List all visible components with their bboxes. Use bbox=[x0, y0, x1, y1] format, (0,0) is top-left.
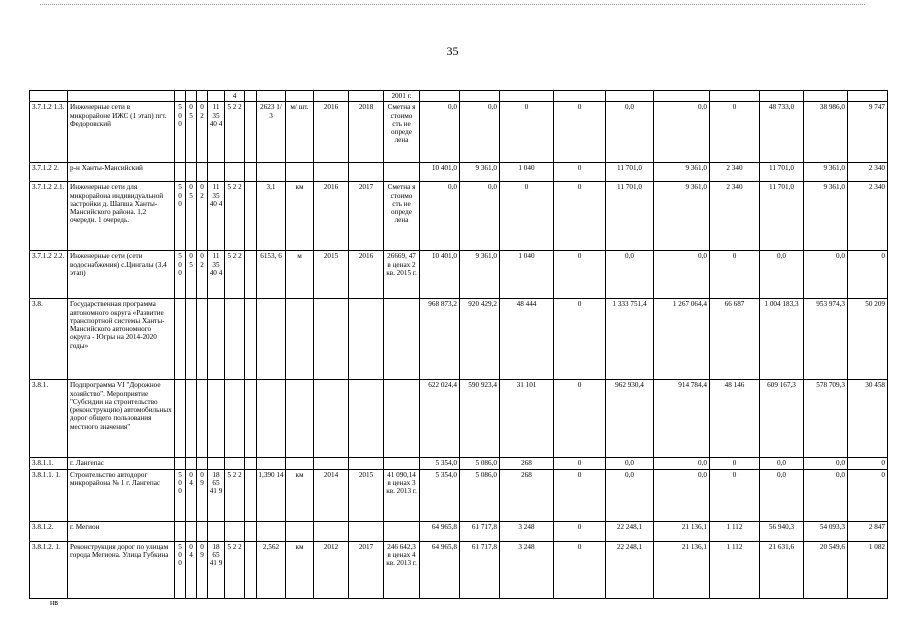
header-row bbox=[30, 91, 888, 102]
cell-d5 bbox=[225, 380, 245, 458]
cell bbox=[760, 91, 804, 102]
cell-d5 bbox=[225, 521, 245, 541]
cell-v4: 0 bbox=[554, 469, 606, 521]
cell-v6: 0,0 bbox=[654, 102, 710, 163]
cell-v10: 9 747 bbox=[848, 102, 888, 163]
cell-v2: 9 361,0 bbox=[460, 251, 500, 299]
cell-v7: 0 bbox=[710, 102, 760, 163]
cell-v3: 3 248 bbox=[500, 521, 554, 541]
cell-d1: 5 0 0 bbox=[175, 469, 186, 521]
cell-v10: 2 847 bbox=[848, 521, 888, 541]
cell-v1: 622 024,4 bbox=[420, 380, 460, 458]
cell-v7: 1 112 bbox=[710, 521, 760, 541]
cell-v9: 0,0 bbox=[804, 458, 848, 469]
cell-d1: 5 0 0 bbox=[175, 251, 186, 299]
cell-cost bbox=[384, 299, 420, 380]
cell-y2 bbox=[349, 458, 384, 469]
cell bbox=[245, 541, 257, 598]
cell-name: Инженерные сети для микрорайона индивидуальной застройки д. Шапша Ханты-Мансийского района. 1,2 очереди. 1 очередь. bbox=[68, 182, 175, 251]
cell-d2 bbox=[186, 458, 197, 469]
cell-y2: 2015 bbox=[349, 469, 384, 521]
cell bbox=[554, 91, 606, 102]
cell-v1: 0,0 bbox=[420, 102, 460, 163]
cell bbox=[654, 91, 710, 102]
cell-v6: 21 136,1 bbox=[654, 521, 710, 541]
cell-v3: 0 bbox=[500, 182, 554, 251]
cell-v10: 0 bbox=[848, 251, 888, 299]
cell-v5: 0,0 bbox=[606, 251, 654, 299]
table-row bbox=[30, 182, 888, 251]
cell-y2 bbox=[349, 521, 384, 541]
cell-qty: 1,390 14 bbox=[257, 469, 286, 521]
cell-y1 bbox=[314, 299, 349, 380]
cell-cost bbox=[384, 458, 420, 469]
cell-v7: 0 bbox=[710, 458, 760, 469]
cell-v7: 66 687 bbox=[710, 299, 760, 380]
cell-y1: 2016 bbox=[314, 182, 349, 251]
cell-qty: 2623 1/ 3 bbox=[257, 102, 286, 163]
cell-v9: 20 549,6 bbox=[804, 541, 848, 598]
cell-d2: 0 5 bbox=[186, 251, 197, 299]
cell-d5 bbox=[225, 163, 245, 182]
cell-d3 bbox=[197, 458, 208, 469]
cell-name: Подпрограмма VI "Дорожное хозяйство". Мероприятие "Субсидии на строительство (реконструкцию) автомобильных дорог общего пользования местного значения" bbox=[68, 380, 175, 458]
cell-d1 bbox=[175, 380, 186, 458]
cell-code: 3.8.1.1. 1. bbox=[30, 469, 68, 521]
cell-code: 3.8.1.2. bbox=[30, 521, 68, 541]
cell-y1 bbox=[314, 521, 349, 541]
cell-name: г. Лангепас bbox=[68, 458, 175, 469]
cell-v2: 5 086,0 bbox=[460, 458, 500, 469]
cell-cost: 41 090,14 в ценах 3 кв. 2013 г. bbox=[384, 469, 420, 521]
table-row bbox=[30, 163, 888, 182]
table-row bbox=[30, 299, 888, 380]
cell-v8: 48 733,0 bbox=[760, 102, 804, 163]
cell-v10: 1 082 bbox=[848, 541, 888, 598]
cell-v6: 9 361,0 bbox=[654, 163, 710, 182]
cell-d4 bbox=[208, 458, 225, 469]
cell-d2 bbox=[186, 299, 197, 380]
cell-v2: 0,0 bbox=[460, 102, 500, 163]
cell-d3: 0 2 bbox=[197, 102, 208, 163]
cell-qty bbox=[257, 163, 286, 182]
cell-d2: 0 5 bbox=[186, 182, 197, 251]
cell-v3: 268 bbox=[500, 458, 554, 469]
cell-y1: 2012 bbox=[314, 541, 349, 598]
cell-d2 bbox=[186, 521, 197, 541]
cell-cost bbox=[384, 521, 420, 541]
cell bbox=[197, 91, 208, 102]
cell-d1: 5 0 0 bbox=[175, 541, 186, 598]
cell-y2: 2018 bbox=[349, 102, 384, 163]
cell-code: 3.8. bbox=[30, 299, 68, 380]
cell-y1: 2016 bbox=[314, 102, 349, 163]
cell-name: Строительство автодорог микрорайона № 1 г. Лангепас bbox=[68, 469, 175, 521]
cell-v5: 1 333 751,4 bbox=[606, 299, 654, 380]
table-row bbox=[30, 469, 888, 521]
cell-v1: 5 354,0 bbox=[420, 469, 460, 521]
cell-code: 3.8.1.2. 1. bbox=[30, 541, 68, 598]
cell-y2 bbox=[349, 299, 384, 380]
cell-name: Государственная программа автономного округа «Развитие транспортной системы Ханты-Мансийского автономного округа - Югры на 2014-2020 годы» bbox=[68, 299, 175, 380]
cell-v6: 0,0 bbox=[654, 458, 710, 469]
cell-v7: 0 bbox=[710, 469, 760, 521]
cell-v5: 11 701,0 bbox=[606, 163, 654, 182]
cell-cost bbox=[384, 163, 420, 182]
cell-v8: 0,0 bbox=[760, 251, 804, 299]
cell-d3 bbox=[197, 380, 208, 458]
cell bbox=[606, 91, 654, 102]
cell-d5 bbox=[225, 458, 245, 469]
cell-v4: 0 bbox=[554, 182, 606, 251]
cell-d1 bbox=[175, 521, 186, 541]
cell bbox=[804, 91, 848, 102]
cell-cost: 246 642,3 в ценах 4 кв. 2013 г. bbox=[384, 541, 420, 598]
cell-y1 bbox=[314, 380, 349, 458]
cell-d1: 5 0 0 bbox=[175, 182, 186, 251]
cell-v3: 3 248 bbox=[500, 541, 554, 598]
cell-d2: 0 5 bbox=[186, 102, 197, 163]
cell-qty: 2,562 bbox=[257, 541, 286, 598]
cell-v7: 1 112 bbox=[710, 541, 760, 598]
cell-d3: 0 2 bbox=[197, 251, 208, 299]
cell-unit: км bbox=[286, 469, 314, 521]
cell-v4: 0 bbox=[554, 251, 606, 299]
cell-code: 3.8.1. bbox=[30, 380, 68, 458]
cell-v2: 61 717,8 bbox=[460, 541, 500, 598]
cell-d4: 11 35 40 4 bbox=[208, 251, 225, 299]
cell-d5 bbox=[225, 299, 245, 380]
cell-v1: 0,0 bbox=[420, 182, 460, 251]
cell bbox=[175, 91, 186, 102]
cell bbox=[30, 91, 68, 102]
cell bbox=[245, 299, 257, 380]
cell-v4: 0 bbox=[554, 299, 606, 380]
cell-v1: 64 965,8 bbox=[420, 541, 460, 598]
cell-d1 bbox=[175, 299, 186, 380]
cell-unit: км bbox=[286, 541, 314, 598]
cell-unit bbox=[286, 458, 314, 469]
cell-qty bbox=[257, 458, 286, 469]
cell-d4 bbox=[208, 521, 225, 541]
cell bbox=[420, 91, 460, 102]
cell-v1: 10 401,0 bbox=[420, 251, 460, 299]
cell-v2: 590 923,4 bbox=[460, 380, 500, 458]
cell bbox=[314, 91, 349, 102]
cell-v5: 22 248,1 bbox=[606, 521, 654, 541]
cell-v4: 0 bbox=[554, 102, 606, 163]
cell-d2: 0 4 bbox=[186, 469, 197, 521]
cell bbox=[208, 91, 225, 102]
cell-d4: 11 35 40 4 bbox=[208, 102, 225, 163]
cell-d5: 5 2 2 bbox=[225, 469, 245, 521]
cell-v3: 1 040 bbox=[500, 163, 554, 182]
cell-v3: 1 040 bbox=[500, 251, 554, 299]
cell-d4 bbox=[208, 299, 225, 380]
table-row bbox=[30, 380, 888, 458]
cell-v10: 50 209 bbox=[848, 299, 888, 380]
cell-v8: 11 701,0 bbox=[760, 182, 804, 251]
cell-d2 bbox=[186, 163, 197, 182]
cell-d3: 0 2 bbox=[197, 182, 208, 251]
cell-v8: 0,0 bbox=[760, 458, 804, 469]
cell-v1: 5 354,0 bbox=[420, 458, 460, 469]
cell bbox=[245, 102, 257, 163]
cell-name: Реконструкция дорог по улицам города Мегиона. Улица Губкина bbox=[68, 541, 175, 598]
cell-d4: 18 65 41 9 bbox=[208, 541, 225, 598]
cell-v1: 10 401,0 bbox=[420, 163, 460, 182]
cell bbox=[245, 469, 257, 521]
cell-v10: 0 bbox=[848, 458, 888, 469]
cell-v9: 9 361,0 bbox=[804, 182, 848, 251]
cell-name: г. Мегион bbox=[68, 521, 175, 541]
cell-y2: 2016 bbox=[349, 251, 384, 299]
footer-mark: нв bbox=[50, 598, 59, 607]
cell-v9: 953 974,3 bbox=[804, 299, 848, 380]
cell-name: р-н Ханты-Мансийский bbox=[68, 163, 175, 182]
cell-v3: 48 444 bbox=[500, 299, 554, 380]
cell bbox=[245, 251, 257, 299]
cell-d1 bbox=[175, 163, 186, 182]
cell-v2: 61 717,8 bbox=[460, 521, 500, 541]
cell-code: 3.7.1.2 2.1. bbox=[30, 182, 68, 251]
cell-v5: 22 248,1 bbox=[606, 541, 654, 598]
cell-v7: 2 340 bbox=[710, 163, 760, 182]
cell-v6: 9 361,0 bbox=[654, 182, 710, 251]
top-edge-line bbox=[40, 4, 865, 5]
cell-name: Инженерные сети (сети водоснабжения) с.Цингалы (3,4 этап) bbox=[68, 251, 175, 299]
cell bbox=[848, 91, 888, 102]
cell-v4: 0 bbox=[554, 380, 606, 458]
cell-y2 bbox=[349, 380, 384, 458]
cell-v5: 0,0 bbox=[606, 458, 654, 469]
cell bbox=[186, 91, 197, 102]
cell-v8: 11 701,0 bbox=[760, 163, 804, 182]
cell bbox=[349, 91, 384, 102]
cell-v1: 968 873,2 bbox=[420, 299, 460, 380]
cell-unit bbox=[286, 380, 314, 458]
cell-v8: 21 631,6 bbox=[760, 541, 804, 598]
cell-v3: 0 bbox=[500, 102, 554, 163]
cell-v9: 38 986,0 bbox=[804, 102, 848, 163]
cell-v10: 2 340 bbox=[848, 163, 888, 182]
cell-d5: 5 2 2 bbox=[225, 182, 245, 251]
cell bbox=[245, 521, 257, 541]
cell-y1: 2015 bbox=[314, 251, 349, 299]
cell bbox=[245, 458, 257, 469]
cell-code: 3.8.1.1. bbox=[30, 458, 68, 469]
cell-d3: 0 9 bbox=[197, 541, 208, 598]
cell-cost: Сметна я стоимо сть не опреде лена bbox=[384, 182, 420, 251]
cell-y1 bbox=[314, 458, 349, 469]
table-row bbox=[30, 102, 888, 163]
cell-unit bbox=[286, 521, 314, 541]
cell-v6: 0,0 bbox=[654, 251, 710, 299]
cell-v3: 31 101 bbox=[500, 380, 554, 458]
cell-qty: 6153, 6 bbox=[257, 251, 286, 299]
cell-qty: 3,1 bbox=[257, 182, 286, 251]
cell-y2: 2017 bbox=[349, 541, 384, 598]
cell-v8: 0,0 bbox=[760, 469, 804, 521]
cell-unit bbox=[286, 299, 314, 380]
cell-v8: 1 004 183,3 bbox=[760, 299, 804, 380]
cell-d1 bbox=[175, 458, 186, 469]
cell-v2: 5 086,0 bbox=[460, 469, 500, 521]
cell bbox=[245, 163, 257, 182]
cell-v1: 64 965,8 bbox=[420, 521, 460, 541]
cell-d2 bbox=[186, 380, 197, 458]
cell-v9: 54 093,3 bbox=[804, 521, 848, 541]
cell-v6: 1 267 064,4 bbox=[654, 299, 710, 380]
cell-v5: 0,0 bbox=[606, 102, 654, 163]
cell-y1: 2014 bbox=[314, 469, 349, 521]
cell-d4: 11 35 40 4 bbox=[208, 182, 225, 251]
cell-v8: 609 167,3 bbox=[760, 380, 804, 458]
cell-unit: м/ шт. bbox=[286, 102, 314, 163]
cell-code: 3.7.1.2 2.2. bbox=[30, 251, 68, 299]
cell-v7: 0 bbox=[710, 251, 760, 299]
cell bbox=[245, 182, 257, 251]
cell-qty bbox=[257, 299, 286, 380]
cell bbox=[286, 91, 314, 102]
cell-v10: 30 458 bbox=[848, 380, 888, 458]
cell-cost bbox=[384, 380, 420, 458]
cell-y1 bbox=[314, 163, 349, 182]
cell-qty bbox=[257, 521, 286, 541]
cell-qty bbox=[257, 380, 286, 458]
cell bbox=[460, 91, 500, 102]
cell-d5: 5 2 2 bbox=[225, 102, 245, 163]
cell-v9: 578 709,3 bbox=[804, 380, 848, 458]
cell bbox=[68, 91, 175, 102]
cell-v2: 9 361,0 bbox=[460, 163, 500, 182]
cell-code: 3.7.1.2 2. bbox=[30, 163, 68, 182]
cell-v9: 0,0 bbox=[804, 251, 848, 299]
cell-v2: 920 429,2 bbox=[460, 299, 500, 380]
cell bbox=[710, 91, 760, 102]
cell-v9: 0,0 bbox=[804, 469, 848, 521]
cell-d3: 0 9 bbox=[197, 469, 208, 521]
cell-v4: 0 bbox=[554, 541, 606, 598]
cell-v10: 0 bbox=[848, 469, 888, 521]
budget-table bbox=[29, 90, 888, 599]
cell-v6: 914 784,4 bbox=[654, 380, 710, 458]
cell-unit: км bbox=[286, 182, 314, 251]
cell-d2: 0 4 bbox=[186, 541, 197, 598]
cell-v3: 268 bbox=[500, 469, 554, 521]
cell-d3 bbox=[197, 163, 208, 182]
cell-v7: 48 146 bbox=[710, 380, 760, 458]
cell bbox=[245, 91, 257, 102]
cell bbox=[245, 380, 257, 458]
cell-v6: 21 136,1 bbox=[654, 541, 710, 598]
cell: 4 bbox=[225, 91, 245, 102]
table-row bbox=[30, 251, 888, 299]
cell-v2: 0,0 bbox=[460, 182, 500, 251]
cell-v7: 2 340 bbox=[710, 182, 760, 251]
cell-v5: 962 930,4 bbox=[606, 380, 654, 458]
cell-name: Инженерные сети в микрорайоне ИЖС (1 этап) пгт. Федоровский bbox=[68, 102, 175, 163]
cell-d4 bbox=[208, 163, 225, 182]
cell-d4 bbox=[208, 380, 225, 458]
cell-unit: м bbox=[286, 251, 314, 299]
cell-y2: 2017 bbox=[349, 182, 384, 251]
cell-d3 bbox=[197, 521, 208, 541]
cell bbox=[500, 91, 554, 102]
cell-d3 bbox=[197, 299, 208, 380]
page-number: 35 bbox=[446, 44, 459, 58]
table-row bbox=[30, 541, 888, 598]
cell-y2 bbox=[349, 163, 384, 182]
cell-d5: 5 2 2 bbox=[225, 541, 245, 598]
cell-code: 3.7.1.2 1.3. bbox=[30, 102, 68, 163]
cell-v4: 0 bbox=[554, 458, 606, 469]
cell-v8: 56 940,3 bbox=[760, 521, 804, 541]
cell-v5: 0,0 bbox=[606, 469, 654, 521]
cell-v4: 0 bbox=[554, 163, 606, 182]
cell-v4: 0 bbox=[554, 521, 606, 541]
cell: 2001 г. bbox=[384, 91, 420, 102]
cell bbox=[257, 91, 286, 102]
cell-cost: 26669, 47 в ценах 2 кв. 2015 г. bbox=[384, 251, 420, 299]
cell-v5: 11 701,0 bbox=[606, 182, 654, 251]
cell-d4: 18 65 41 9 bbox=[208, 469, 225, 521]
table-row bbox=[30, 521, 888, 541]
cell-d1: 5 0 0 bbox=[175, 102, 186, 163]
cell-v10: 2 340 bbox=[848, 182, 888, 251]
cell-d5: 5 2 2 bbox=[225, 251, 245, 299]
cell-unit bbox=[286, 163, 314, 182]
cell-v9: 9 361,0 bbox=[804, 163, 848, 182]
table-row bbox=[30, 458, 888, 469]
cell-v6: 0,0 bbox=[654, 469, 710, 521]
cell-cost: Сметна я стоимо сть не опреде лена bbox=[384, 102, 420, 163]
